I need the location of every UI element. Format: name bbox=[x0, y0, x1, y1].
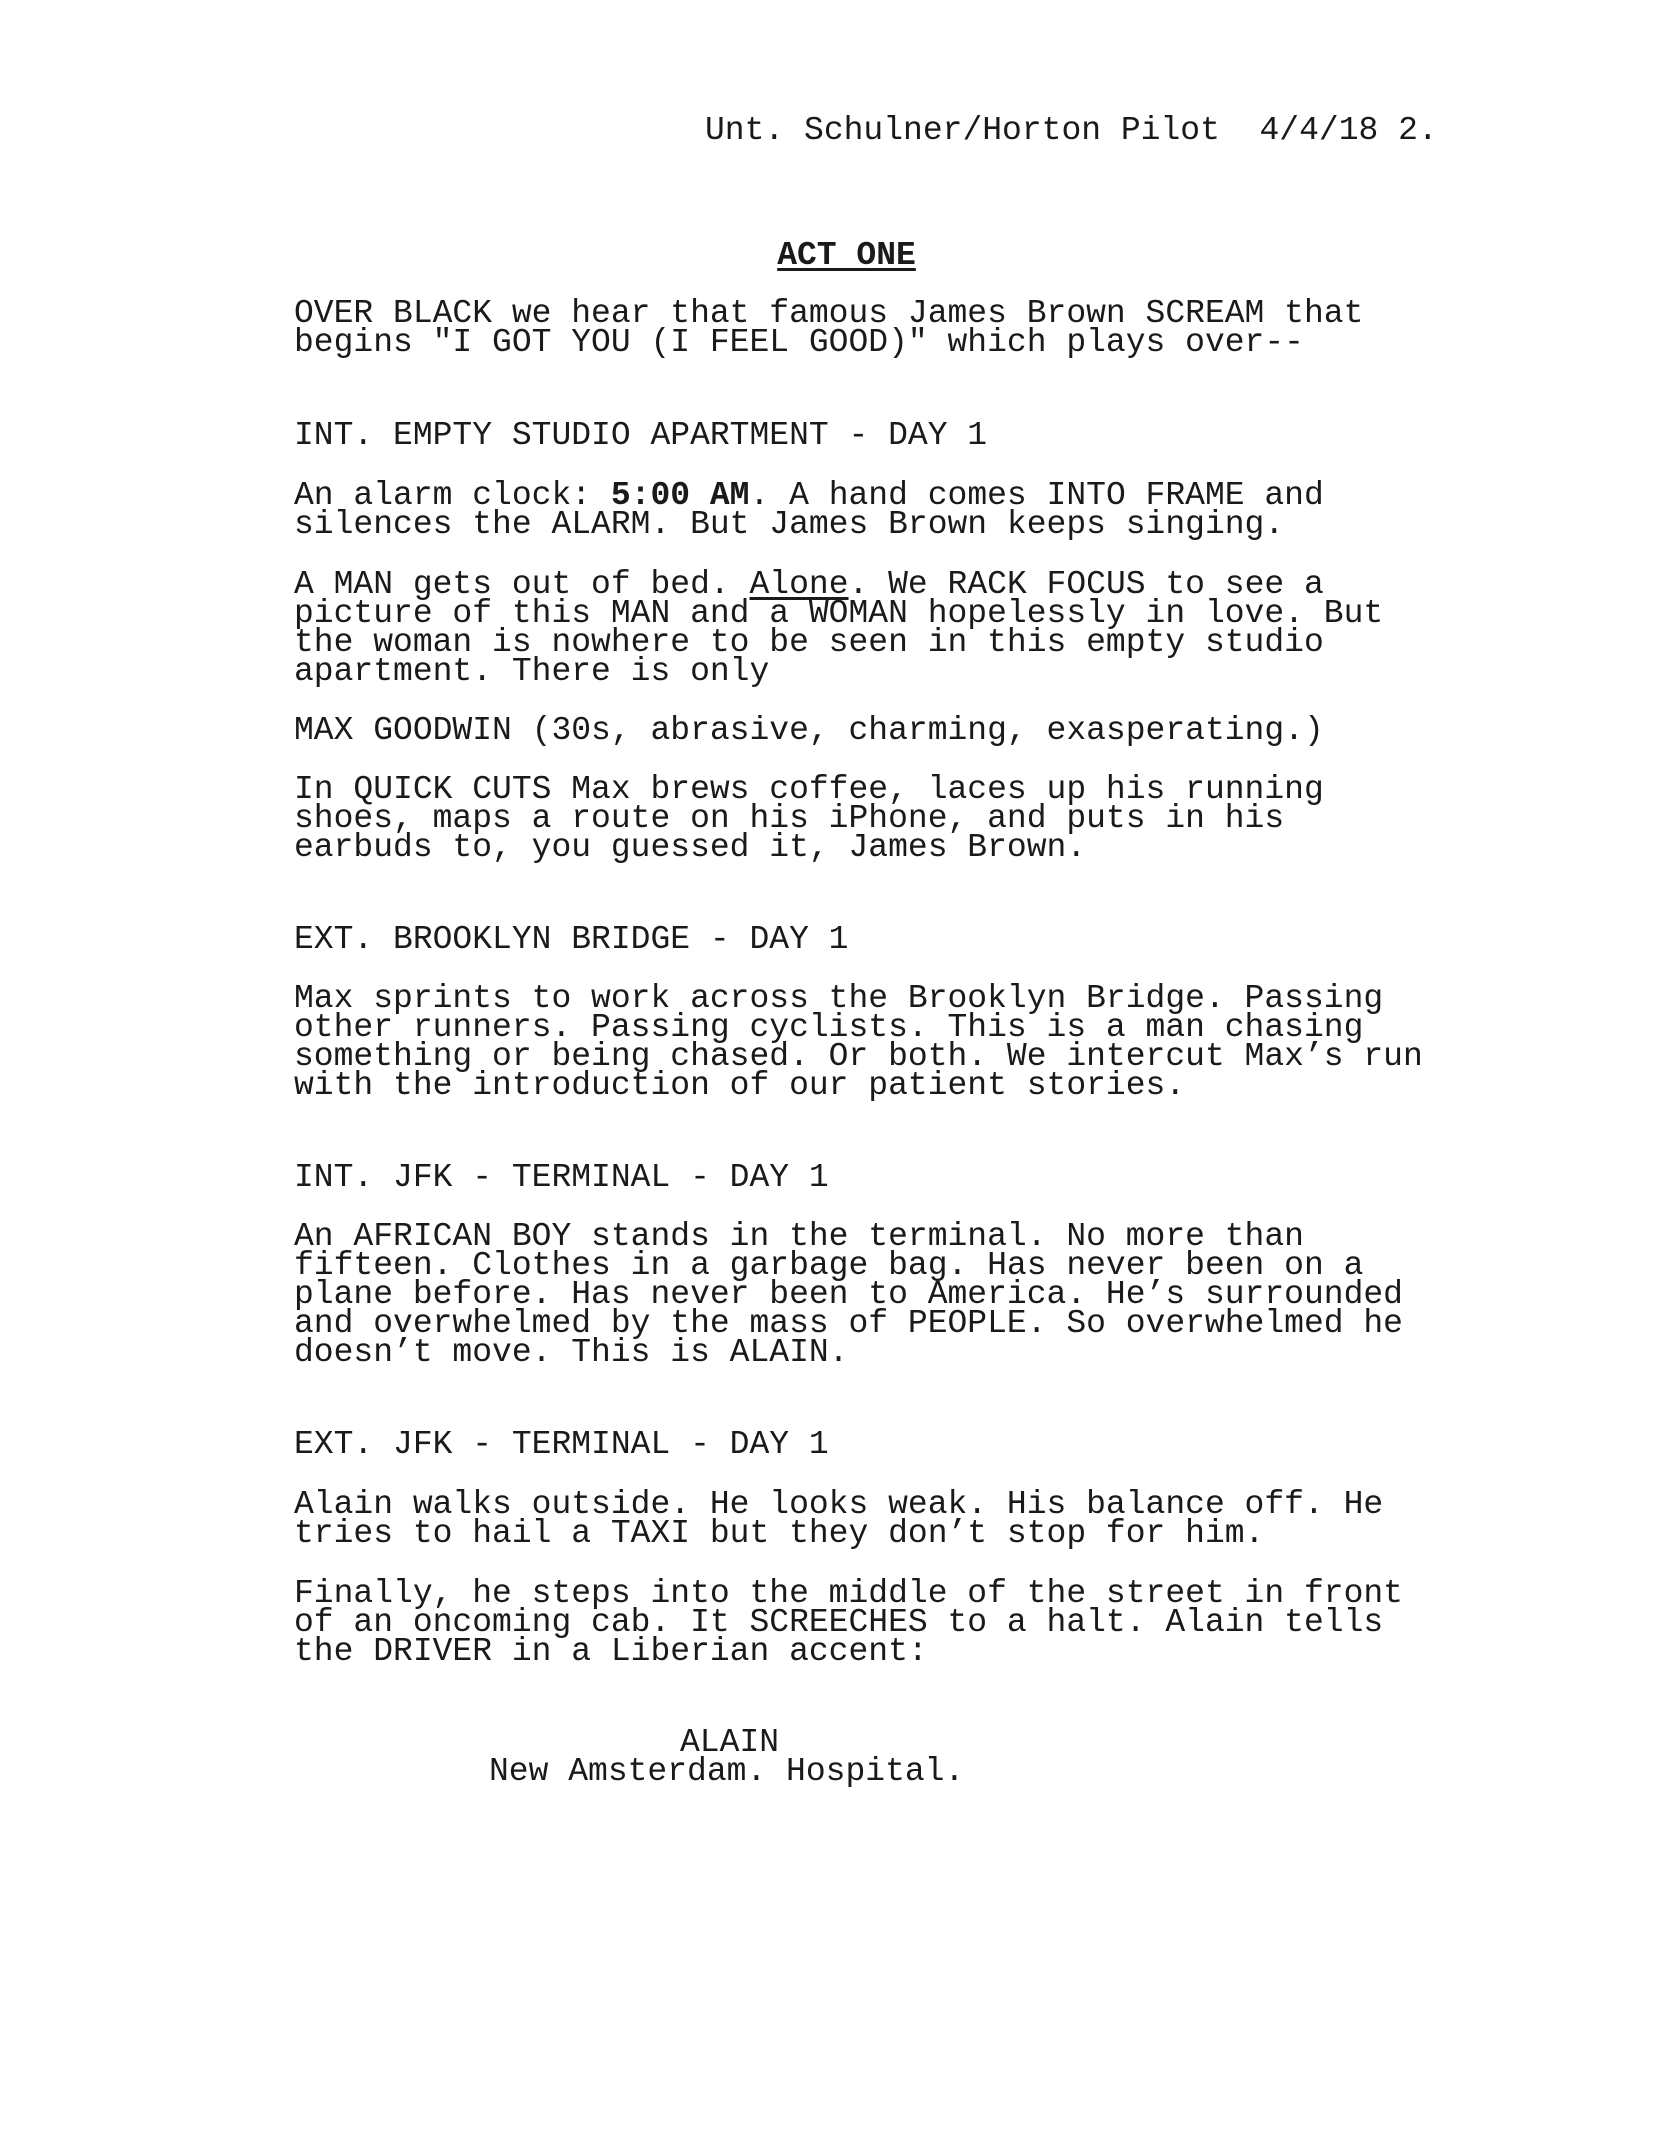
action-african-boy: An AFRICAN BOY stands in the terminal. No more than fifteen. Clothes in a garbage bag. Has never been on a plane before. Has never been to America. He’s surrounded and overwhelmed by the mass of PEOPLE. So overwhelmed he doesn’t move. This is ALAIN. bbox=[294, 1218, 1403, 1371]
page-header: Unt. Schulner/Horton Pilot 4/4/18 2. bbox=[705, 112, 1438, 149]
action-alarm-clock bbox=[294, 477, 1434, 543]
action-quick-cuts: In QUICK CUTS Max brews coffee, laces up his running shoes, maps a route on his iPhone, and puts in his earbuds to, you guessed it, James Brown. bbox=[294, 771, 1324, 866]
action-man-text-b: . We RACK FOCUS to see a picture of this MAN and a WOMAN hopelessly in love. But the woman is nowhere to be seen in this empty studio apartment. There is only bbox=[294, 566, 1384, 690]
dialogue-line: New Amsterdam. Hospital. bbox=[489, 1753, 965, 1790]
scene-heading-apartment: INT. EMPTY STUDIO APARTMENT - DAY 1 bbox=[294, 417, 988, 454]
action-man-text-a: A MAN gets out of bed. bbox=[294, 566, 750, 603]
alone-emphasis: Alone bbox=[749, 566, 849, 603]
action-finally: Finally, he steps into the middle of the street in front of an oncoming cab. It SCREECHES to a halt. Alain tells the DRIVER in a Liberian accent: bbox=[294, 1575, 1403, 1670]
act-title: ACT ONE bbox=[777, 237, 916, 274]
scene-heading-jfk-int: INT. JFK - TERMINAL - DAY 1 bbox=[294, 1159, 829, 1196]
action-alarm-text-b: . A hand comes INTO FRAME and silences the ALARM. But James Brown keeps singing. bbox=[294, 477, 1324, 543]
scene-heading-brooklyn-bridge: EXT. BROOKLYN BRIDGE - DAY 1 bbox=[294, 921, 849, 958]
action-over-black: OVER BLACK we hear that famous James Brown SCREAM that begins "I GOT YOU (I FEEL GOOD)" which plays over-- bbox=[294, 295, 1364, 361]
action-alain-walks: Alain walks outside. He looks weak. His balance off. He tries to hail a TAXI but they don’t stop for him. bbox=[294, 1486, 1384, 1552]
character-intro-max: MAX GOODWIN (30s, abrasive, charming, exasperating.) bbox=[294, 712, 1324, 749]
dialogue-character-name: ALAIN bbox=[680, 1724, 780, 1761]
action-sprints: Max sprints to work across the Brooklyn Bridge. Passing other runners. Passing cyclists. This is a man chasing something or being chased. Or both. We intercut Max’s run with the introduction of our patient stories. bbox=[294, 980, 1423, 1104]
action-alarm-text-a: An alarm clock: bbox=[294, 477, 611, 514]
scene-heading-jfk-ext: EXT. JFK - TERMINAL - DAY 1 bbox=[294, 1426, 829, 1463]
alarm-time: 5:00 AM bbox=[610, 477, 750, 514]
action-man-gets-up bbox=[294, 566, 1434, 690]
